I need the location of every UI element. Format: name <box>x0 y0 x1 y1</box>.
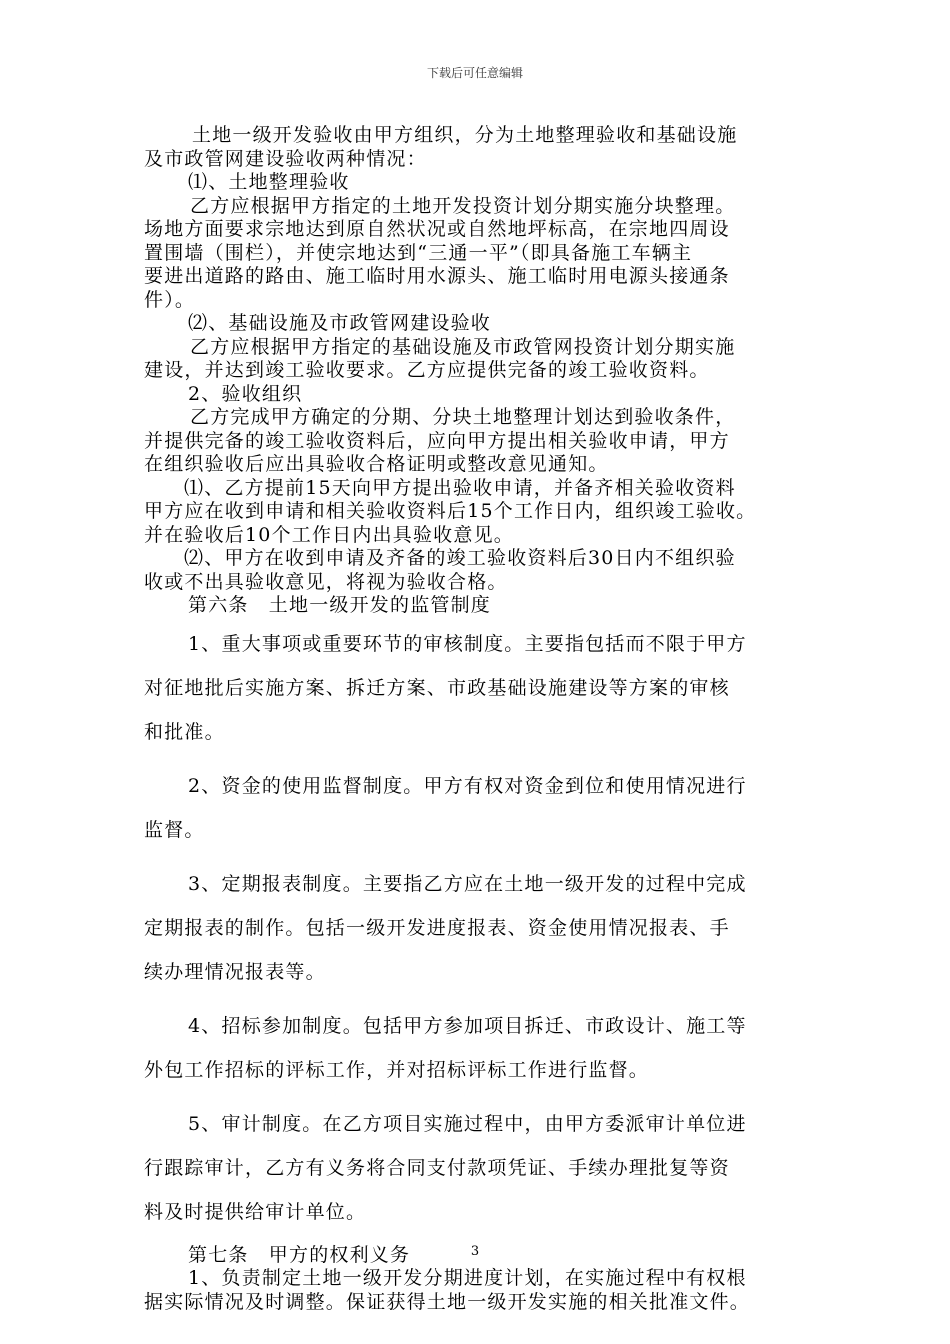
paragraph-line: 场地方面要求宗地达到原自然状况或自然地坪标高，在宗地四周设 <box>144 218 730 240</box>
paragraph-line: 在组织验收后应出具验收合格证明或整改意见通知。 <box>144 453 609 475</box>
paragraph-line: 甲方应在收到申请和相关验收资料后15个工作日内，组织竣工验收。 <box>144 500 757 522</box>
paragraph-line: 1、重大事项或重要环节的审核制度。主要指包括而不限于甲方 <box>188 632 747 655</box>
paragraph-line: ⑴、乙方提前15天向甲方提出验收申请，并备齐相关验收资料 <box>184 476 736 499</box>
paragraph-line: 料及时提供给审计单位。 <box>144 1200 367 1223</box>
paragraph-line: 和批准。 <box>144 720 225 743</box>
paragraph-line: 定期报表的制作。包括一级开发进度报表、资金使用情况报表、手 <box>144 916 730 939</box>
paragraph-line: 件）。 <box>144 288 196 311</box>
paragraph-line: 3、定期报表制度。主要指乙方应在土地一级开发的过程中完成 <box>188 872 747 895</box>
paragraph-line: 对征地批后实施方案、拆迁方案、市政基础设施建设等方案的审核 <box>144 676 730 699</box>
document-body <box>144 124 814 1314</box>
paragraph-line: 及市政管网建设验收两种情况： <box>144 147 427 170</box>
paragraph-line: 2、资金的使用监督制度。甲方有权对资金到位和使用情况进行 <box>188 774 747 797</box>
paragraph-line: 建设，并达到竣工验收要求。乙方应提供完备的竣工验收资料。 <box>144 359 710 381</box>
paragraph-line: 监督。 <box>144 818 205 841</box>
article-heading: 第六条 土地一级开发的监管制度 <box>188 594 492 616</box>
page-number: 3 <box>470 1244 480 1259</box>
paragraph-line: 要进出道路的路由、施工临时用水源头、施工临时用电源头接通条 <box>144 265 730 287</box>
subsection-heading: ⑵、基础设施及市政管网建设验收 <box>188 312 492 334</box>
paragraph-line: 置围墙（围栏），并使宗地达到“三通一平”（即具备施工车辆主 <box>144 241 693 264</box>
paragraph-line: 乙方完成甲方确定的分期、分块土地整理计划达到验收条件， <box>190 406 736 428</box>
paragraph-line: 并在验收后10个工作日内出具验收意见。 <box>144 523 514 546</box>
article-heading: 第七条 甲方的权利义务 <box>188 1243 411 1266</box>
paragraph-line: 土地一级开发验收由甲方组织，分为土地整理验收和基础设施 <box>192 124 738 146</box>
paragraph-line: ⑵、甲方在收到申请及齐备的竣工验收资料后30日内不组织验 <box>184 547 736 569</box>
page-header: 下载后可任意编辑 <box>426 66 523 80</box>
paragraph-line: 据实际情况及时调整。保证获得土地一级开发实施的相关批准文件。 <box>144 1290 751 1313</box>
paragraph-line: 5、审计制度。在乙方项目实施过程中，由甲方委派审计单位进 <box>188 1112 747 1135</box>
paragraph-line: 1、负责制定土地一级开发分期进度计划，在实施过程中有权根 <box>188 1267 747 1289</box>
subsection-heading: ⑴、土地整理验收 <box>188 171 350 193</box>
paragraph-line: 行跟踪审计，乙方有义务将合同支付款项凭证、手续办理批复等资 <box>144 1156 730 1179</box>
paragraph-line: 乙方应根据甲方指定的土地开发投资计划分期实施分块整理。 <box>190 194 736 217</box>
paragraph-line: 外包工作招标的评标工作，并对招标评标工作进行监督。 <box>144 1058 650 1081</box>
paragraph-line: 续办理情况报表等。 <box>144 960 326 983</box>
paragraph-line: 4、招标参加制度。包括甲方参加项目拆迁、市政设计、施工等 <box>188 1014 747 1037</box>
paragraph-line: 乙方应根据甲方指定的基础设施及市政管网投资计划分期实施 <box>190 335 736 358</box>
paragraph-line: 收或不出具验收意见，将视为验收合格。 <box>144 570 508 593</box>
subsection-heading: 2、验收组织 <box>188 382 303 405</box>
paragraph-line: 并提供完备的竣工验收资料后，应向甲方提出相关验收申请，甲方 <box>144 429 730 452</box>
